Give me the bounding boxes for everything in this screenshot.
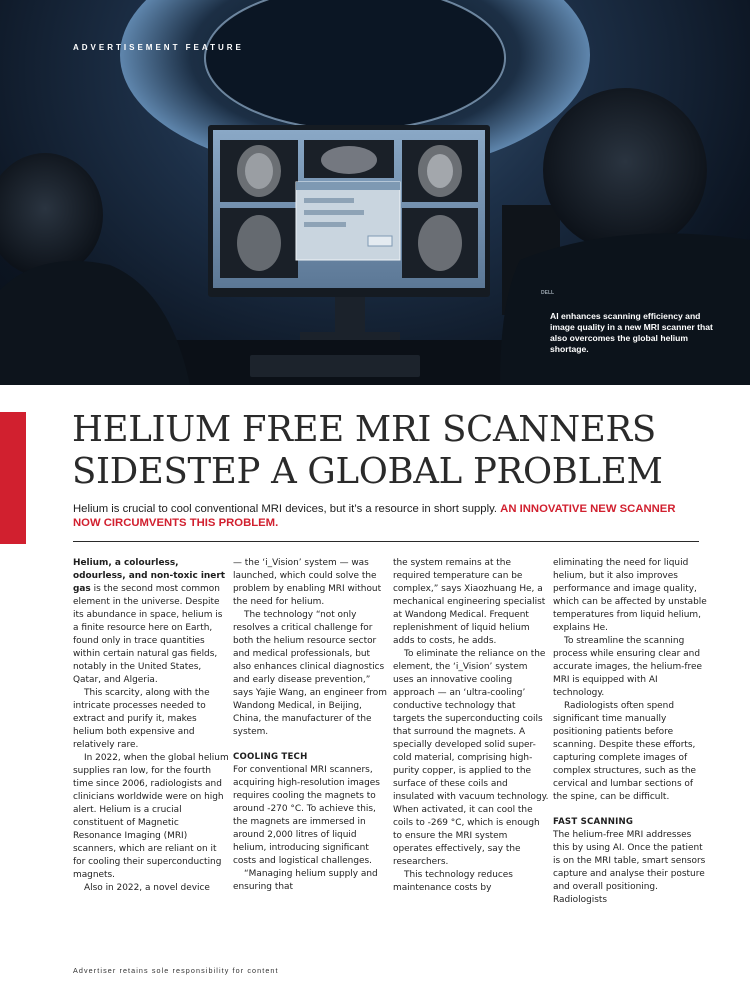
paragraph: For conventional MRI scanners, acquiring high-resolution images requires cooling the magnets to around -270 °C. To achieve this, the magnets are immersed in around 2,000 litres of liquid helium, introducing significant costs and logistical challenges. bbox=[233, 765, 380, 866]
headline-line-1: HELIUM FREE MRI SCANNERS bbox=[72, 409, 656, 450]
paragraph bbox=[73, 557, 229, 687]
paragraph: The technology “not only resolves a critical challenge for both the helium resource sector and medical professionals, but also enhances clinical diagnostics and early disease prevention,” says Yajie Wang, an engineer from Wandong Medical, in Beijing, China, the manufacturer of the system. bbox=[233, 610, 387, 737]
divider bbox=[73, 541, 699, 542]
advertisement-kicker: ADVERTISEMENT FEATURE bbox=[73, 43, 244, 52]
standfirst bbox=[73, 502, 703, 530]
footer-disclaimer: Advertiser retains sole responsibility for content bbox=[73, 966, 279, 975]
paragraph: To eliminate the reliance on the element, the ‘i_Vision’ system uses an innovative cooling approach — an ‘ultra-cooling’ conductive technology that targets the superconducting coils that surround the magnets. A specially developed solid super-cold material, comprising high-purity copper, is applied to the surface of these coils and insulated with vacuum technology. When activated, it can cool the coils to -269 °C, which is enough to ensure the MRI system operates effectively, say the researchers. bbox=[393, 649, 549, 867]
standfirst-highlight: AN INNOVATIVE NEW SCANNER NOW CIRCUMVENTS THIS PROBLEM. bbox=[73, 503, 676, 529]
column-3 bbox=[393, 557, 549, 895]
paragraph: Radiologists often spend significant time manually positioning patients before scanning. Despite these efforts, capturing complete images of complex structures, such as the cervical and lumbar sections of the spine, can be difficult. bbox=[553, 701, 696, 802]
headline bbox=[72, 409, 712, 493]
subheading-fast-scanning: FAST SCANNING bbox=[553, 817, 634, 827]
keyboard bbox=[250, 355, 420, 377]
person-left bbox=[0, 153, 103, 277]
paragraph: The helium-free MRI addresses this by using AI. Once the patient is on the MRI table, smart sensors capture and analyse their posture and overall positioning. Radiologists bbox=[553, 830, 706, 905]
paragraph: Also in 2022, a novel device bbox=[84, 883, 210, 893]
lead-text: is the second most common element in the universe. Despite its abundance in space, helium is a finite resource here on Earth, found only in trace quantities within certain natural gas fields, notably in the United States, Qatar, and Algeria. bbox=[73, 584, 223, 685]
paragraph: the system remains at the required temperature can be complex,” says Xiaozhuang He, a mechanical engineering specialist at Wandong Medical. Frequent replenishment of liquid helium adds to costs, he adds. bbox=[393, 558, 546, 646]
paragraph: eliminating the need for liquid helium, but it also improves performance and image quality, which can be affected by unstable temperatures from liquid helium, explains He. bbox=[553, 558, 707, 633]
column-2 bbox=[233, 557, 389, 894]
paragraph: “Managing helium supply and ensuring that bbox=[233, 869, 378, 892]
subheading-cooling-tech: COOLING TECH bbox=[233, 752, 308, 762]
paragraph: In 2022, when the global helium supplies ran low, for the fourth time since 2006, radiologists and clinicians worldwide were on high alert. Helium is a crucial constituent of Magnetic Resonance Imaging (MRI) scanners, which are reliant on it for cooling their superconducting magnets. bbox=[73, 753, 229, 880]
paragraph: This scarcity, along with the intricate processes needed to extract and purify it, makes helium both expensive and relatively rare. bbox=[73, 688, 210, 750]
column-1 bbox=[73, 557, 229, 895]
section-tab bbox=[0, 412, 26, 544]
hero-image bbox=[0, 0, 750, 385]
headline-line-2: SIDESTEP A GLOBAL PROBLEM bbox=[72, 451, 663, 492]
paragraph: This technology reduces maintenance costs by bbox=[393, 870, 513, 893]
lead-in: Helium, a colourless, odourless, and non-toxic inert gas bbox=[73, 558, 226, 594]
monitor-brand-logo: DELL bbox=[541, 290, 555, 296]
image-caption: AI enhances scanning efficiency and image quality in a new MRI scanner that also overcomes the global helium shortage. bbox=[550, 311, 713, 354]
standfirst-text: Helium is crucial to cool conventional MRI devices, but it’s a resource in short supply. bbox=[73, 503, 501, 515]
column-4 bbox=[553, 557, 709, 907]
person-right bbox=[543, 88, 707, 252]
paragraph: To streamline the scanning process while ensuring clear and accurate images, the helium-free MRI is equipped with AI technology. bbox=[553, 636, 702, 698]
paragraph: — the ‘i_Vision’ system — was launched, which could solve the problem by enabling MRI without the need for helium. bbox=[233, 558, 382, 607]
